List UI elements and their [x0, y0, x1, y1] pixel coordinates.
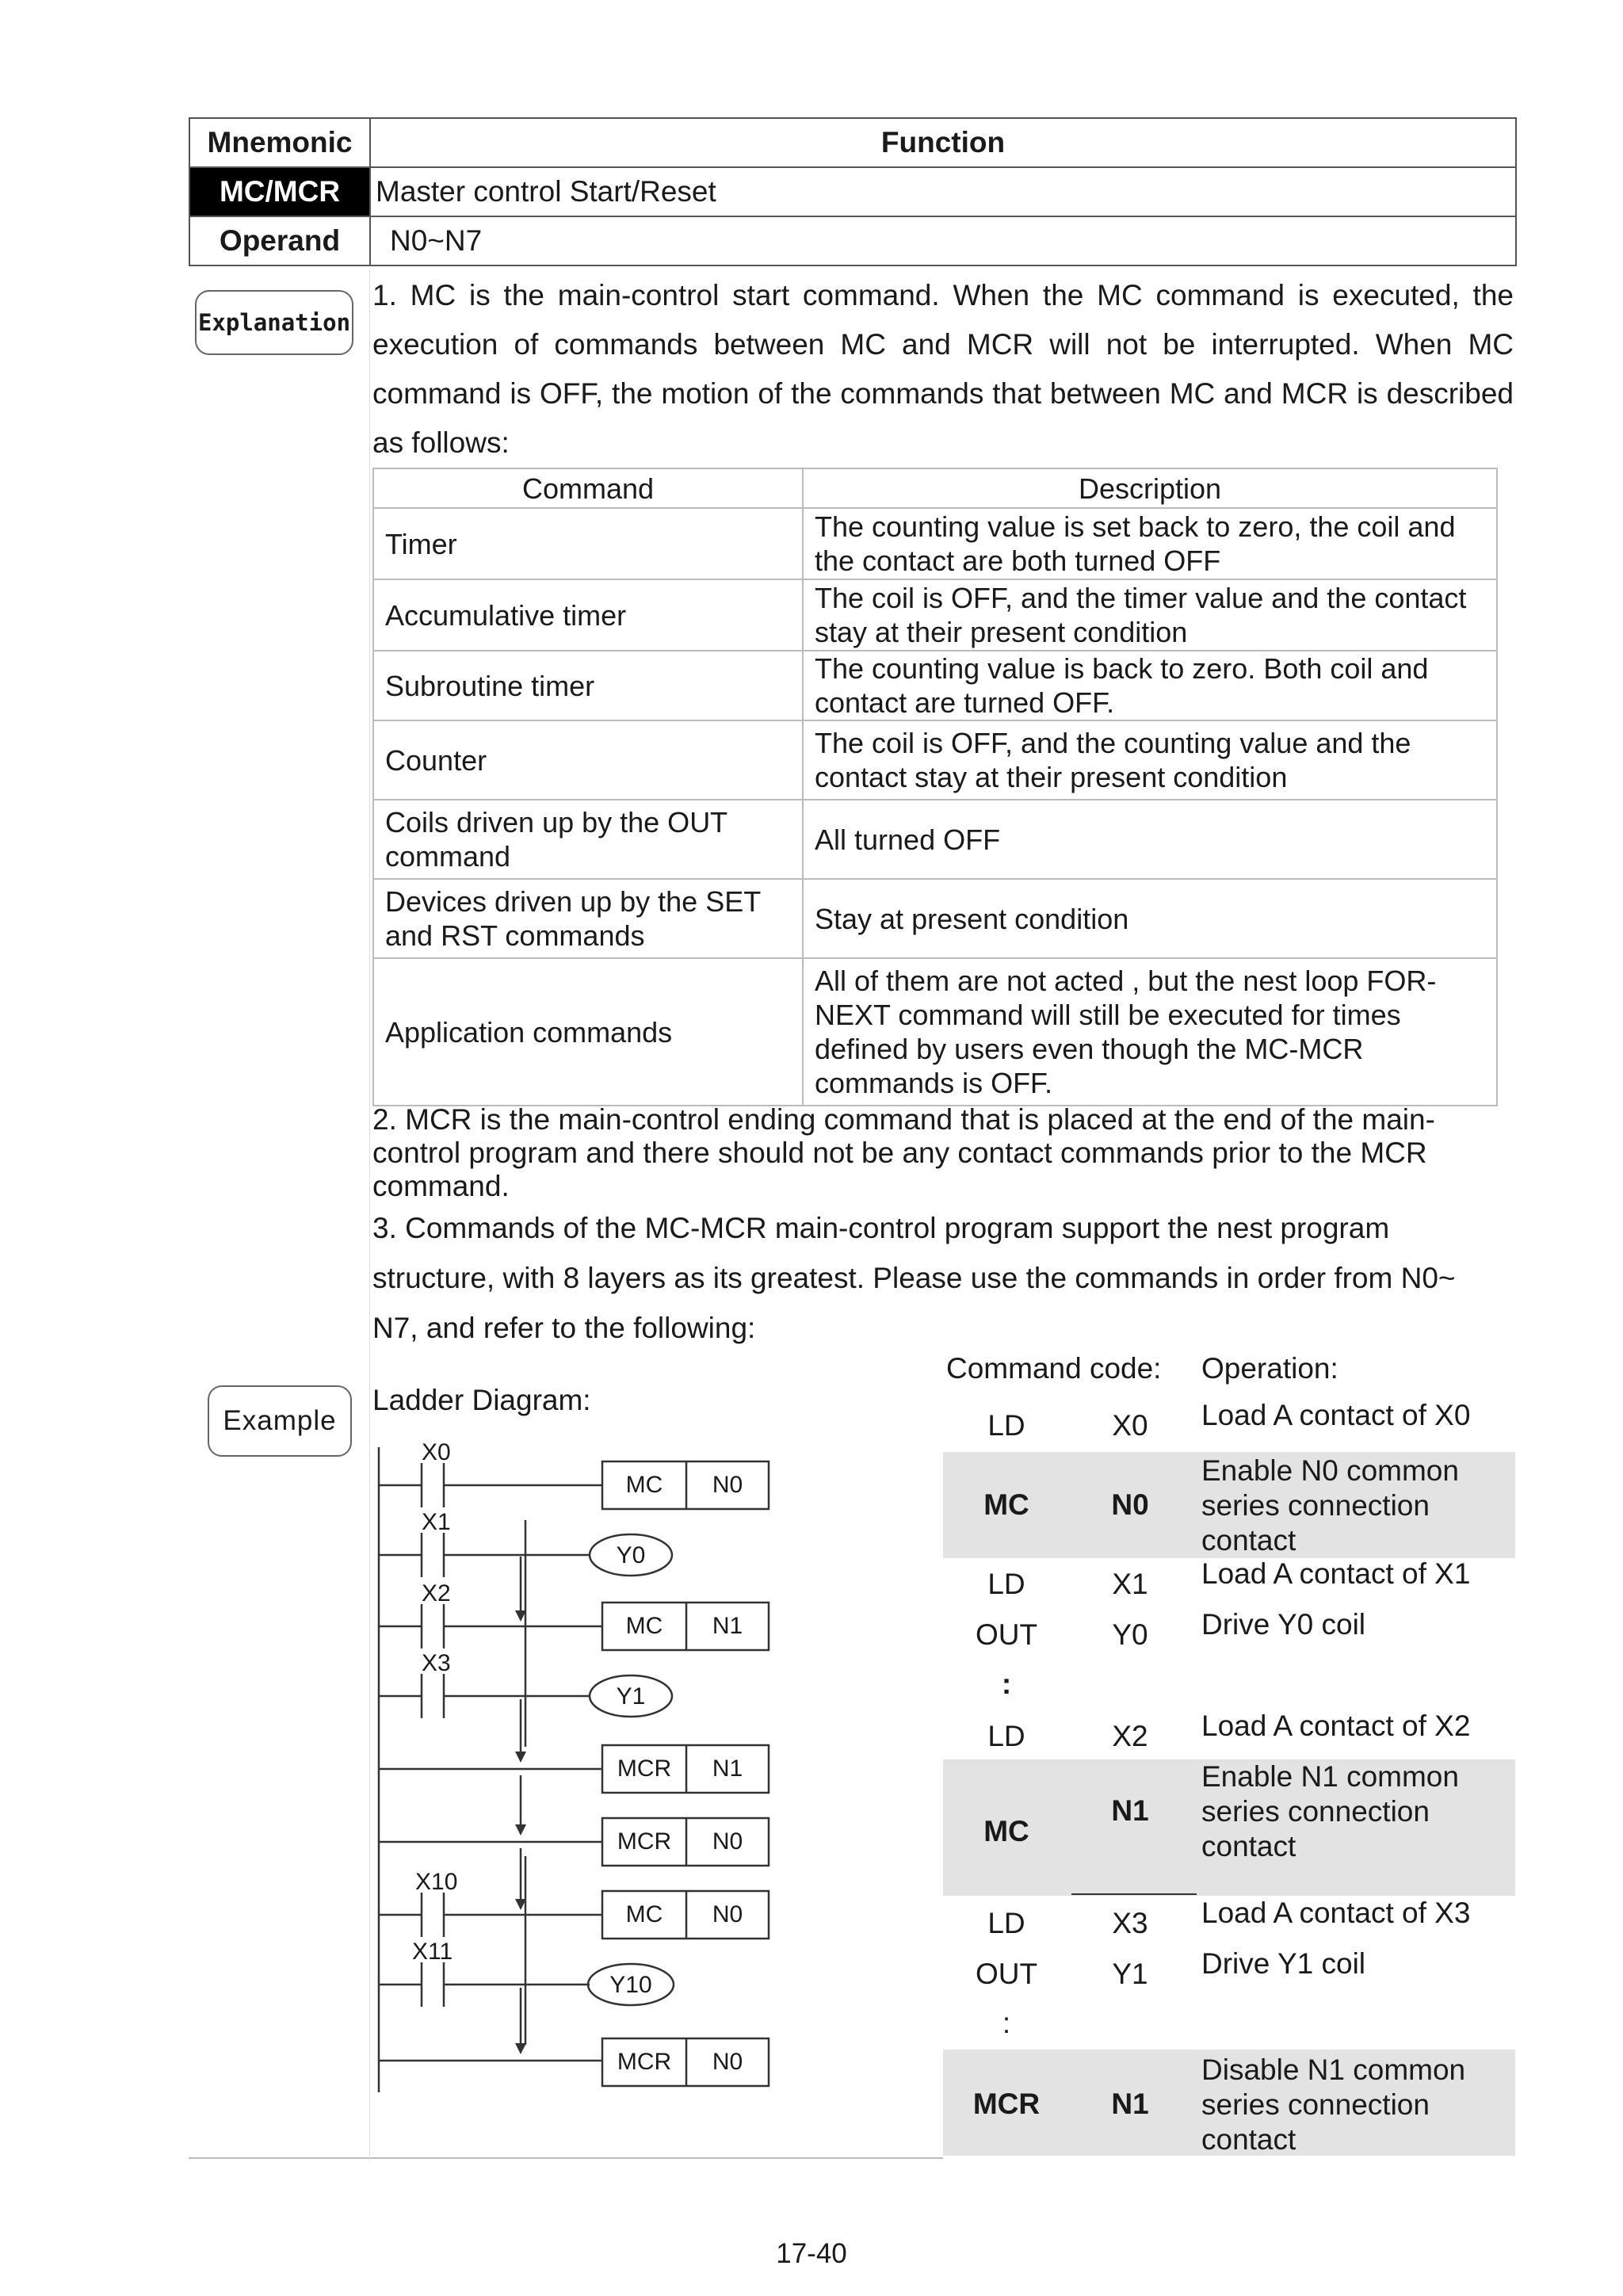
listing-operand: X3 — [1112, 1907, 1148, 1939]
listing-code: LD — [987, 1720, 1025, 1752]
listing-operation: series connection — [1201, 1795, 1430, 1828]
block-cmd: MCR — [617, 1755, 672, 1782]
mnemonic-header: Mnemonic — [189, 118, 370, 167]
listing-code: LD — [987, 1409, 1025, 1442]
block-cmd: MCR — [617, 2049, 672, 2075]
coil-label-y1: Y1 — [616, 1683, 646, 1710]
listing-operation: Drive Y1 coil — [1201, 1947, 1366, 1980]
explanation-badge: Explanation — [195, 290, 353, 355]
table-cell-description: The coil is OFF, and the counting value and the contact stay at their present condition — [803, 720, 1497, 800]
listing-operation: Load A contact of X2 — [1201, 1710, 1471, 1742]
block-operand: N0 — [712, 2049, 743, 2075]
listing-operation: Enable N0 common — [1201, 1454, 1459, 1487]
listing-operation: series connection — [1201, 1489, 1430, 1522]
contact-label-x11: X11 — [412, 1939, 453, 1965]
listing-operation: Load A contact of X3 — [1201, 1897, 1471, 1929]
table-cell-command: Application commands — [373, 958, 803, 1106]
listing-ellipsis: : — [1001, 1668, 1012, 1700]
function-value: Master control Start/Reset — [370, 167, 1516, 216]
block-operand: N0 — [712, 1901, 743, 1927]
listing-operand: X2 — [1112, 1720, 1148, 1752]
listing-operand: Y1 — [1112, 1958, 1148, 1990]
page-number: 17-40 — [776, 2238, 847, 2269]
table-cell-description: Stay at present condition — [803, 879, 1497, 958]
contact-label-x0: X0 — [422, 1439, 451, 1465]
listing-operation: contact — [1201, 2123, 1296, 2156]
description-column-header: Description — [803, 468, 1497, 508]
function-header: Function — [370, 118, 1516, 167]
listing-separator — [1071, 1893, 1197, 1895]
operand-label: Operand — [189, 216, 370, 266]
listing-operand: Y0 — [1112, 1618, 1148, 1651]
command-code-label: Command code: — [946, 1352, 1162, 1385]
table-cell-description: The counting value is back to zero. Both coil and contact are turned OFF. — [803, 651, 1497, 720]
table-cell-command: Counter — [373, 720, 803, 800]
contact-label-x10: X10 — [415, 1869, 458, 1895]
table-cell-description: The coil is OFF, and the timer value and the contact stay at their present condition — [803, 579, 1497, 651]
listing-operation: Load A contact of X0 — [1201, 1399, 1471, 1431]
listing-code: MC — [983, 1815, 1029, 1847]
table-cell-command: Coils driven up by the OUT command — [373, 800, 803, 879]
listing-operand: N1 — [1111, 1794, 1149, 1827]
explanation-item-3: 3. Commands of the MC-MCR main-control program support the nest program structure, with 8 layers as its greatest. Please use the commands in order from N0~ N7, and refer to the following: — [372, 1212, 1456, 1344]
listing-operation: Disable N1 common — [1201, 2053, 1466, 2086]
listing-operation: Load A contact of X1 — [1201, 1557, 1471, 1590]
coil-label-y0: Y0 — [616, 1542, 646, 1568]
table-cell-command: Accumulative timer — [373, 579, 803, 651]
table-cell-description: The counting value is set back to zero, the coil and the contact are both turned OFF — [803, 508, 1497, 579]
explanation-item-2: 2. MCR is the main-control ending command that is placed at the end of the main-control program and there should not be any contact commands prior to the MCR command. — [372, 1103, 1435, 1202]
listing-operand: X0 — [1112, 1409, 1148, 1442]
listing-code: OUT — [975, 1618, 1038, 1651]
explanation-item-1: 1. MC is the main-control start command. When the MC command is executed, the execution of commands between MC and MCR will not be interrupted. When MC command is OFF, the motion of the commands that between MC and MCR is described as follows: — [372, 279, 1514, 459]
block-cmd: MCR — [617, 1828, 672, 1855]
operand-value: N0~N7 — [370, 216, 1516, 266]
contact-label-x1: X1 — [422, 1509, 451, 1535]
block-operand: N1 — [712, 1613, 743, 1639]
listing-code: OUT — [975, 1958, 1038, 1990]
table-cell-command: Timer — [373, 508, 803, 579]
table-cell-description: All turned OFF — [803, 800, 1497, 879]
block-operand: N0 — [712, 1828, 743, 1855]
listing-operation: Enable N1 common — [1201, 1760, 1459, 1793]
listing-operand: X1 — [1112, 1568, 1148, 1600]
listing-code: MCR — [972, 2088, 1041, 2120]
bottom-rule — [189, 2157, 943, 2159]
table-cell-command: Devices driven up by the SET and RST commands — [373, 879, 803, 958]
listing-code: MC — [983, 1488, 1029, 1521]
coil-label-y10: Y10 — [609, 1972, 652, 1998]
block-cmd: MC — [625, 1901, 663, 1927]
operation-label: Operation: — [1201, 1352, 1338, 1385]
column-separator — [369, 269, 370, 2159]
mnemonic-value: MC/MCR — [189, 167, 370, 216]
block-cmd: MC — [625, 1472, 663, 1498]
command-column-header: Command — [373, 468, 803, 508]
block-cmd: MC — [625, 1613, 663, 1639]
listing-operation: contact — [1201, 1524, 1296, 1557]
ladder-diagram-label: Ladder Diagram: — [372, 1384, 591, 1416]
contact-label-x2: X2 — [422, 1580, 451, 1606]
listing-code: LD — [987, 1568, 1025, 1600]
table-cell-command: Subroutine timer — [373, 651, 803, 720]
listing-operation: series connection — [1201, 2088, 1430, 2121]
listing-ellipsis: : — [1002, 2007, 1011, 2039]
listing-operand: N0 — [1111, 1488, 1149, 1521]
listing-code: LD — [987, 1907, 1025, 1939]
block-operand: N0 — [712, 1472, 743, 1498]
example-badge: Example — [208, 1385, 352, 1457]
listing-operand: N1 — [1111, 2088, 1149, 2120]
table-cell-description: All of them are not acted , but the nest loop FOR-NEXT command will still be executed for times defined by users even though the MC-MCR commands is OFF. — [803, 958, 1497, 1106]
listing-operation: Drive Y0 coil — [1201, 1608, 1366, 1641]
contact-label-x3: X3 — [422, 1650, 451, 1676]
block-operand: N1 — [712, 1755, 743, 1782]
listing-operation: contact — [1201, 1830, 1296, 1862]
